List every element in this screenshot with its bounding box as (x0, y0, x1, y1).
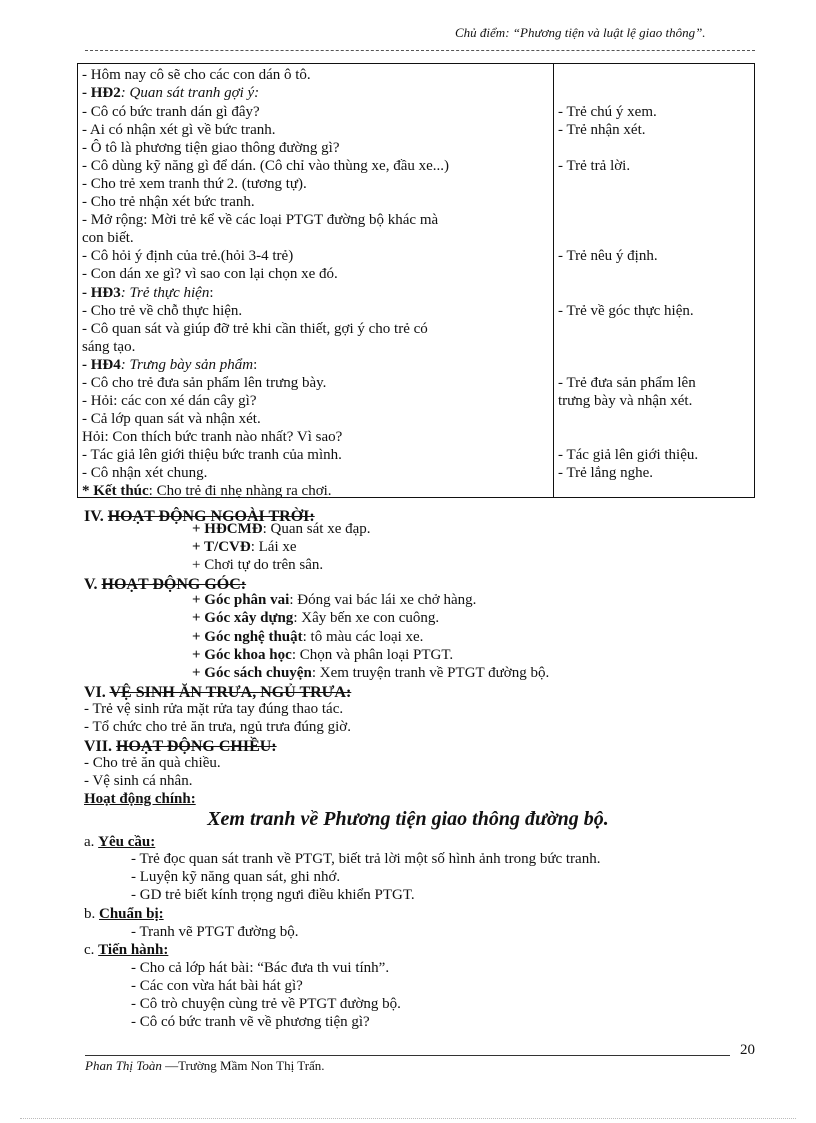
header-prefix: Chủ điểm: (455, 25, 513, 40)
list-item: - Trẻ vệ sinh rửa mặt rửa tay đúng thao tác. (84, 701, 344, 717)
list-item: - Cô có bức tranh vẽ về phương tiện gì? (131, 1014, 370, 1030)
table-row: - Trẻ đưa sản phẩm lên (558, 375, 696, 391)
main-activity-title: Xem tranh về Phương tiện giao thông đường bộ. (207, 808, 609, 830)
list-item: - GD trẻ biết kính trọng ngưi điều khiển PTGT. (131, 887, 415, 903)
list-item: + Góc sách chuyện: Xem truyện tranh về PTGT đường bộ. (192, 665, 550, 681)
table-row: - Cô quan sát và giúp đỡ trẻ khi cần thiết, gợi ý cho trẻ có (82, 321, 428, 337)
header-topic: “Phương tiện và luật lệ giao thông”. (512, 25, 706, 40)
table-row: - HĐ4: Trưng bày sản phẩm: (82, 357, 258, 373)
list-item: - Vệ sinh cá nhân. (84, 773, 193, 789)
header-divider (85, 50, 755, 51)
list-item: + Chơi tự do trên sân. (192, 557, 324, 573)
list-item: - Luyện kỹ năng quan sát, ghi nhớ. (131, 869, 341, 885)
list-item: - Tổ chức cho trẻ ăn trưa, ngủ trưa đúng giờ. (84, 719, 351, 735)
list-item: + Góc phân vai: Đóng vai bác lái xe chở hàng. (192, 592, 477, 608)
main-activity-heading: Hoạt động chính: (84, 791, 196, 807)
list-item: - Cho cả lớp hát bài: “Bác đưa th vui tính”. (131, 960, 390, 976)
section-v-heading: V. HOẠT ĐỘNG GÓC: (84, 576, 247, 593)
section-vii-heading: VII. HOẠT ĐỘNG CHIỀU: (84, 738, 277, 755)
list-item: + Góc xây dựng: Xây bến xe con cuông. (192, 610, 440, 626)
table-row: - Cô dùng kỹ năng gì để dán. (Cô chỉ vào thùng xe, đầu xe...) (82, 158, 450, 174)
list-item: - Trẻ đọc quan sát tranh về PTGT, biết trả lời một số hình ảnh trong bức tranh. (131, 851, 601, 867)
list-item: - Cho trẻ ăn quà chiều. (84, 755, 221, 771)
author-name: Phan Thị Toàn (85, 1058, 162, 1073)
table-row: - HĐ2: Quan sát tranh gợi ý: (82, 85, 260, 101)
table-row: - Hỏi: các con xé dán cây gì? (82, 393, 257, 409)
list-item: - Cô trò chuyện cùng trẻ về PTGT đường bộ. (131, 996, 401, 1012)
list-item: - Các con vừa hát bài hát gì? (131, 978, 303, 994)
table-row: - Trẻ về góc thực hiện. (558, 303, 694, 319)
table-row: - Cô cho trẻ đưa sản phẩm lên trưng bày. (82, 375, 327, 391)
list-item: + T/CVĐ: Lái xe (192, 539, 297, 555)
table-row: - Trẻ nêu ý định. (558, 248, 658, 264)
school-name: —Trường Mầm Non Thị Trấn. (161, 1058, 325, 1073)
section-iv-heading: IV. HOẠT ĐỘNG NGOÀI TRỜI: (84, 508, 315, 525)
table-row: - Cho trẻ xem tranh thứ 2. (tương tự). (82, 176, 307, 192)
procedure-heading: c. Tiến hành: (84, 942, 169, 958)
table-row: - Trẻ nhận xét. (558, 122, 646, 138)
requirements-heading: a. Yêu cầu: (84, 834, 156, 850)
table-row: Hỏi: Con thích bức tranh nào nhất? Vì sao? (82, 429, 343, 445)
table-row: - Cho trẻ về chỗ thực hiện. (82, 303, 243, 319)
list-item: + HĐCMĐ: Quan sát xe đạp. (192, 521, 371, 537)
table-row: - Mở rộng: Mời trẻ kể về các loại PTGT đường bộ khác mà (82, 212, 439, 228)
table-row: sáng tạo. (82, 339, 136, 355)
page-header (455, 25, 706, 41)
footer-divider (85, 1055, 730, 1056)
table-row: - HĐ3: Trẻ thực hiện: (82, 285, 214, 301)
table-row: - Con dán xe gì? vì sao con lại chọn xe đó. (82, 266, 338, 282)
table-row: * Kết thúc: Cho trẻ đi nhẹ nhàng ra chơi. (82, 483, 332, 499)
page-footer (85, 1058, 325, 1074)
page-bottom-border (20, 1118, 796, 1119)
table-column-divider (553, 64, 554, 497)
list-item: + Góc khoa học: Chọn và phân loại PTGT. (192, 647, 454, 663)
table-row: trưng bày và nhận xét. (558, 393, 693, 409)
table-row: - Cô có bức tranh dán gì đây? (82, 104, 260, 120)
table-row: - Cô nhận xét chung. (82, 465, 208, 481)
table-row: con biết. (82, 230, 134, 246)
table-row: - Hôm nay cô sẽ cho các con dán ô tô. (82, 67, 311, 83)
table-row: - Trẻ trả lời. (558, 158, 631, 174)
preparation-heading: b. Chuẩn bị: (84, 906, 164, 922)
table-row: - Tác giả lên giới thiệu bức tranh của mình. (82, 447, 342, 463)
table-row: - Tác giả lên giới thiệu. (558, 447, 699, 463)
table-row: - Trẻ chú ý xem. (558, 104, 657, 120)
section-vi-heading: VI. VỆ SINH ĂN TRƯA, NGỦ TRƯA: (84, 684, 352, 701)
table-row: - Ai có nhận xét gì về bức tranh. (82, 122, 276, 138)
table-row: - Cho trẻ nhận xét bức tranh. (82, 194, 255, 210)
list-item: + Góc nghệ thuật: tô màu các loại xe. (192, 629, 424, 645)
table-row: - Trẻ lắng nghe. (558, 465, 653, 481)
list-item: - Tranh vẽ PTGT đường bộ. (131, 924, 299, 940)
table-row: - Ô tô là phương tiện giao thông đường gì? (82, 140, 340, 156)
page-number: 20 (740, 1042, 755, 1058)
table-row: - Cô hỏi ý định của trẻ.(hỏi 3-4 trẻ) (82, 248, 294, 264)
table-row: - Cả lớp quan sát và nhận xét. (82, 411, 261, 427)
